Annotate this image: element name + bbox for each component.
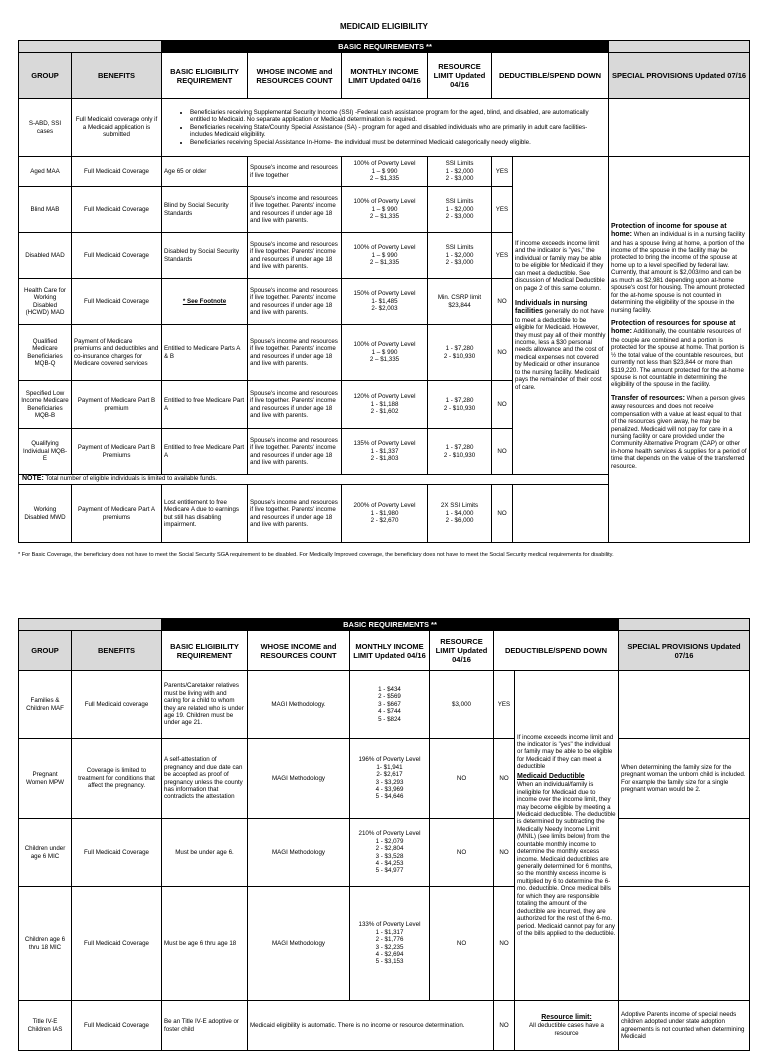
basic-eligibility-header: BASIC ELIGIBILITY REQUIREMENT	[162, 53, 248, 99]
resource-line: $23,844	[448, 301, 471, 309]
income-limit-cell	[342, 279, 428, 325]
income-line: 3 - $667	[378, 700, 401, 708]
benefits-cell: Full Medicaid Coverage	[72, 819, 162, 887]
special-provisions-cell	[619, 671, 750, 739]
deductible-indicator: NO	[492, 279, 513, 325]
group-cell: Disabled MAD	[19, 233, 72, 279]
resource-protection-text: Additionally, the countable resources of the couple are combined and a portion is protected for the spouse at home. That portion is ½ the total value of the countable resources, but currently not less than $23,844 or more than $119,220. The amount protected for the at-home spouse is not countable in determining the eligibility of the spouse in the facility.	[611, 328, 745, 389]
income-limit-cell	[342, 429, 428, 475]
resource-line: 1 - $7,280	[445, 444, 474, 452]
resource-limit-text: All deductible cases have a resource	[529, 1022, 604, 1037]
income-limit-cell	[342, 157, 428, 187]
group-cell: Health Care for Working Disabled (HCWD) MAD	[19, 279, 72, 325]
eligibility-table-1	[18, 40, 750, 543]
nursing-text: generally do not have to meet a deductible to be eligible for Medicaid. However, they must pay all of their monthly income, less a $30 personal needs allowance and the cost of medical expenses not covered by Medicaid or other insurance to the nursing facility. Medicaid pays the remainder of their cost of care.	[515, 308, 606, 391]
benefits-cell: Payment of Medicare Part B premium	[72, 381, 162, 429]
income-line: 1 - $2,079	[375, 837, 404, 845]
income-line: 4 - $4,253	[375, 859, 404, 867]
deductible-text-cell	[513, 157, 609, 475]
group-header: GROUP	[19, 631, 72, 671]
benefits-cell: Full Medicaid coverage only if a Medicaid application is submitted	[72, 99, 162, 157]
footnote: * For Basic Coverage, the beneficiary does not have to meet the Social Security SGA requirement to be disabled. For Medically Improved coverage, the beneficiary does not have to meet the Social Security medical requirements for disability.	[18, 552, 614, 558]
group-cell: Specified Low Income Medicare Beneficiaries MQB-B	[19, 381, 72, 429]
group-cell: Children age 6 thru 18 MIC	[19, 887, 72, 1001]
whose-income-cell: Spouse's income and resources if live together. Parents' income and resources if under age 18 and live with parents.	[248, 233, 342, 279]
resource-line: 2 - $10,930	[443, 451, 476, 459]
deductible-indicator: YES	[494, 671, 515, 739]
whose-income-cell: MAGI Methodology	[248, 819, 350, 887]
resource-line: 2 - $10,930	[443, 352, 476, 360]
eligibility-table-2	[18, 618, 750, 1051]
income-line: 2 - $569	[378, 693, 401, 701]
deductible-text: If income exceeds income limit and the indicator is "yes" the individual or family may be able to be eligible for Medicaid if they can meet a deductible	[517, 733, 614, 771]
resource-limit-cell	[428, 157, 492, 187]
resource-line: 1 - $7,280	[445, 345, 474, 353]
whose-income-cell: Spouse's income and resources if live together. Parents' income and resources if under age 18 and live with parents.	[248, 325, 342, 381]
deductible-indicator: YES	[492, 187, 513, 233]
deductible-indicator: NO	[492, 381, 513, 429]
income-protection-text: When an individual is in a nursing facility and has a spouse living at home, a portion of the income of the spouse in the facility may be protected to bring the income of the spouse at home up to a level specified by federal law. Currently, that amount is $2,003/mo and can be as much as $2,981 depending upon at-home spouse's cost for housing. The amount protected for the at-home spouse is not counted in determining the eligibility of the spouse in the nursing facility.	[611, 231, 745, 314]
resource-line: 2X SSI Limits	[440, 502, 479, 510]
list-item: • Beneficiaries receiving State/County Special Assistance (SA) - program for aged and disabled individuals who are primarily in adult care facilities- includes Medicaid eligibility.	[190, 124, 606, 139]
deductible-indicator: NO	[494, 887, 515, 1001]
resource-line: 2 - $10,930	[443, 404, 476, 412]
resource-limit-heading: Resource limit:	[541, 1013, 592, 1021]
benefits-cell: Full Medicaid Coverage	[72, 187, 162, 233]
whose-income-cell: MAGI Methodology	[248, 887, 350, 1001]
deductible-text: If income exceeds income limit and the indicator is "yes," the individual or family may be able to be eligible for Medicaid if they can meet a deductible. See discussion of Medical Deductible on page 2 of this same column.	[515, 239, 605, 292]
group-cell: Families & Children MAF	[19, 671, 72, 739]
income-line: 4 - $2,694	[375, 950, 404, 958]
benefits-cell: Payment of Medicare premiums and deductibles and co-insurance charges for Medicare covered services	[72, 325, 162, 381]
deductible-indicator: YES	[492, 233, 513, 279]
resource-limit-cell: NO	[430, 887, 494, 1001]
income-line: 133% of Poverty Level	[358, 921, 421, 929]
deductible-indicator: NO	[492, 325, 513, 381]
income-line: 1 – $ 990	[371, 251, 398, 259]
resource-line: SSI Limits	[445, 160, 474, 168]
income-line: 4 - $744	[378, 708, 401, 716]
transfer-heading: Transfer of resources:	[611, 394, 685, 402]
income-line: 2 - $1,803	[370, 455, 399, 463]
whose-income-cell: Spouse's income and resources if live together. Parents' income and resources if under age 18 and live with parents.	[248, 429, 342, 475]
income-line: 2 - $1,776	[375, 936, 404, 944]
medicaid-deductible-body: When an individual/family is ineligible for Medicaid due to income over the income limit, they may become eligible by meeting a Medicaid deductible. The deductible is determined by subtracting the Medically Needy Income Limit (MNIL) (see limits below) from the countable monthly income to determine the monthly excess income. Medicaid deductibles are generally determined for 6 months, so the monthly excess income is multiplied by 6 to determine the 6-mo. deductible. Once medical bills for which they are responsible totaling the amount of the deductible are incurred, they are authorized for the rest of the 6-mo. period. Medicaid cannot pay for any of the bills applied to the deductible.	[517, 781, 616, 937]
income-line: 210% of Poverty Level	[358, 830, 421, 838]
income-line: 2- $2,003	[371, 305, 398, 313]
income-limit-cell	[342, 187, 428, 233]
resource-limit-cell	[428, 485, 492, 543]
special-provisions-cell	[609, 157, 750, 543]
benefits-cell: Payment of Medicare Part B Premiums	[72, 429, 162, 475]
resource-line: Min. CSRP limit	[437, 294, 482, 302]
benefits-cell: Full Medicaid Coverage	[72, 233, 162, 279]
group-header: GROUP	[19, 53, 72, 99]
income-limit-cell	[342, 233, 428, 279]
resource-line: 1 - $2,000	[445, 251, 474, 259]
deductible-indicator: NO	[492, 485, 513, 543]
income-line: 3 - $3,528	[375, 852, 404, 860]
income-limit-cell	[350, 887, 430, 1001]
income-limit-cell	[350, 819, 430, 887]
income-line: 150% of Poverty Level	[353, 290, 416, 298]
basic-requirement-cell: Must be age 6 thru age 18	[162, 887, 248, 1001]
resource-limit-cell: $3,000	[430, 671, 494, 739]
income-line: 2 - $2,670	[370, 517, 399, 525]
resource-limit-cell: NO	[430, 739, 494, 819]
note-row	[19, 475, 609, 485]
whose-income-cell: Spouse's income and resources if live together. Parents' income and resources if under age 18 and live with parents.	[248, 485, 342, 543]
deductible-blank	[513, 485, 609, 543]
group-cell: Qualified Medicare Beneficiaries MQB-Q	[19, 325, 72, 381]
benefits-cell: Full Medicaid Coverage	[72, 887, 162, 1001]
ssi-bullets	[162, 99, 609, 157]
benefits-header: BENEFITS	[72, 53, 162, 99]
group-cell: S-ABD, SSI cases	[19, 99, 72, 157]
income-line: 100% of Poverty Level	[353, 341, 416, 349]
income-line: 100% of Poverty Level	[353, 198, 416, 206]
header-blank-right	[609, 41, 750, 53]
resource-limit-header: RESOURCE LIMIT Updated 04/16	[428, 53, 492, 99]
basic-requirement-cell: Entitled to free Medicare Part A	[162, 381, 248, 429]
medicaid-deductible-heading: Medicaid Deductible	[517, 772, 585, 780]
special-provisions-header: SPECIAL PROVISIONS Updated 07/16	[619, 631, 750, 671]
resource-limit-cell	[428, 233, 492, 279]
income-line: 3 - $2,235	[375, 943, 404, 951]
basic-requirement-cell: A self-attestation of pregnancy and due date can be accepted as proof of pregnancy unless the county has information that contradicts the attestation	[162, 739, 248, 819]
special-provisions-cell	[619, 819, 750, 887]
resource-line: SSI Limits	[445, 244, 474, 252]
resource-limit-cell: NO	[430, 819, 494, 887]
income-limit-cell	[342, 485, 428, 543]
special-provisions-cell	[619, 887, 750, 1001]
group-cell: Working Disabled MWD	[19, 485, 72, 543]
income-line: 5 - $4,646	[375, 793, 404, 801]
resource-line: 1 - $4,000	[445, 509, 474, 517]
whose-income-cell: Spouse's income and resources if live together. Parents' income and resources if under age 18 and live with parents.	[248, 187, 342, 233]
income-protection-heading: Protection of income for spouse at home:	[611, 222, 727, 239]
note-label: NOTE:	[22, 475, 44, 483]
income-limit-cell	[342, 325, 428, 381]
special-provisions-cell: Adoptive Parents income of special needs children adopted under state adoption agreements is not counted when determining Medicaid	[619, 1001, 750, 1051]
income-line: 1- $1,941	[376, 763, 403, 771]
basic-requirements-header: BASIC REQUIREMENTS **	[162, 619, 619, 631]
special-blank	[609, 99, 750, 157]
income-line: 100% of Poverty Level	[353, 160, 416, 168]
income-line: 1 - $434	[378, 685, 401, 693]
income-line: 100% of Poverty Level	[353, 244, 416, 252]
resource-limit-cell	[428, 187, 492, 233]
benefits-header: BENEFITS	[72, 631, 162, 671]
income-line: 1 – $ 990	[371, 167, 398, 175]
deductible-indicator: YES	[492, 157, 513, 187]
group-cell: Qualifying Individual MQB-E	[19, 429, 72, 475]
income-line: 2 – $1,335	[369, 213, 400, 221]
income-line: 2 - $1,602	[370, 408, 399, 416]
whose-income-cell: Spouse's income and resources if live together. Parents' income and resources if under age 18 and live with parents.	[248, 381, 342, 429]
benefits-cell: Full Medicaid Coverage	[72, 279, 162, 325]
resource-line: SSI Limits	[445, 198, 474, 206]
page-title: MEDICAID ELIGIBILITY	[340, 22, 428, 31]
income-line: 200% of Poverty Level	[353, 502, 416, 510]
whose-income-cell: Medicaid eligibility is automatic. There is no income or resource determination.	[248, 1001, 494, 1051]
special-provisions-cell: When determining the family size for the pregnant woman the unborn child is included. For example the family size for a single pregnant woman would be 2.	[619, 739, 750, 819]
resource-limit-header: RESOURCE LIMIT Updated 04/16	[430, 631, 494, 671]
income-limit-cell	[342, 381, 428, 429]
income-line: 2 – $1,335	[369, 175, 400, 183]
group-cell: Pregnant Women MPW	[19, 739, 72, 819]
note-text: Total number of eligible individuals is limited to available funds.	[43, 475, 218, 483]
monthly-income-header: MONTHLY INCOME LIMIT Updated 04/16	[342, 53, 428, 99]
basic-requirement-cell: Disabled by Social Security Standards	[162, 233, 248, 279]
deductible-indicator: NO	[494, 1001, 515, 1051]
list-item: • Beneficiaries receiving Special Assistance In-Home- the individual must be determined Medicaid categorically needy eligible.	[190, 139, 606, 146]
nursing-heading: Individuals in nursing facilities	[515, 299, 588, 316]
income-line: 1 - $1,188	[370, 400, 399, 408]
resource-limit-cell	[428, 429, 492, 475]
deductible-indicator: NO	[494, 819, 515, 887]
basic-requirement-cell: Blind by Social Security Standards	[162, 187, 248, 233]
benefits-cell: Full Medicaid coverage	[72, 671, 162, 739]
deductible-header: DEDUCTIBLE/SPEND DOWN	[492, 53, 609, 99]
income-line: 1 - $1,317	[375, 928, 404, 936]
deductible-text-cell	[515, 671, 619, 1001]
basic-requirement-cell: Be an Title IV-E adoptive or foster child	[162, 1001, 248, 1051]
basic-requirement-cell: Age 65 or older	[162, 157, 248, 187]
header-blank-right	[619, 619, 750, 631]
income-line: 2 - $2,804	[375, 845, 404, 853]
resource-line: 2 - $6,000	[445, 517, 474, 525]
resource-line: 1 - $2,000	[445, 205, 474, 213]
group-cell: Children under age 6 MIC	[19, 819, 72, 887]
whose-income-cell: Spouse's income and resources if live together	[248, 157, 342, 187]
basic-requirement-cell: Lost entitlement to free Medicare A due to earnings but still has disabling impairment.	[162, 485, 248, 543]
basic-requirements-header: BASIC REQUIREMENTS **	[162, 41, 609, 53]
whose-income-cell: MAGI Methodology.	[248, 671, 350, 739]
list-item: • Beneficiaries receiving Supplemental Security Income (SSI) -Federal cash assistance program for the aged, blind, and disabled, are automatically entitled to Medicaid. No separate application or Medicaid determination is required.	[190, 109, 606, 124]
income-line: 135% of Poverty Level	[353, 440, 416, 448]
resource-limit-note	[515, 1001, 619, 1051]
basic-requirement-cell: Entitled to free Medicare Part A	[162, 429, 248, 475]
header-blank	[19, 41, 162, 53]
income-line: 4 - $3,969	[375, 785, 404, 793]
benefits-cell: Coverage is limited to treatment for conditions that affect the pregnancy.	[72, 739, 162, 819]
resource-limit-cell	[428, 325, 492, 381]
income-line: 2- $2,617	[376, 771, 403, 779]
whose-income-header: WHOSE INCOME and RESOURCES COUNT	[248, 631, 350, 671]
income-line: 1 - $1,980	[370, 509, 399, 517]
basic-requirement-cell: Must be under age 6.	[162, 819, 248, 887]
group-cell: Aged MAA	[19, 157, 72, 187]
special-provisions-header: SPECIAL PROVISIONS Updated 07/16	[609, 53, 750, 99]
income-line: 5 - $824	[378, 715, 401, 723]
basic-requirement-cell: Parents/Caretaker relatives must be living with and caring for a child to whom they are related who is under age 19. Children must be under age 21.	[162, 671, 248, 739]
transfer-text: When a person gives away resources and does not receive compensation with a value at least equal to that of the resources given away, he may be penalized. Medicaid will not pay for care in a nursing facility or care provided under the Community Alternative Program (CAP) or other in-home health services & supplies for a period of time that depends on the value of the transferred resource.	[611, 394, 747, 470]
income-line: 1 – $ 990	[371, 348, 398, 356]
income-limit-cell	[350, 671, 430, 739]
resource-limit-cell	[428, 279, 492, 325]
income-line: 1- $1,485	[371, 297, 398, 305]
deductible-header: DEDUCTIBLE/SPEND DOWN	[494, 631, 619, 671]
group-cell: Title IV-E Children IAS	[19, 1001, 72, 1051]
deductible-indicator: NO	[492, 429, 513, 475]
income-line: 2 – $1,335	[369, 259, 400, 267]
monthly-income-header: MONTHLY INCOME LIMIT Updated 04/16	[350, 631, 430, 671]
header-blank	[19, 619, 162, 631]
benefits-cell: Full Medicaid Coverage	[72, 157, 162, 187]
deductible-indicator: NO	[494, 739, 515, 819]
whose-income-cell: Spouse's income and resources if live together. Parents' income and resources if under age 18 and live with parents.	[248, 279, 342, 325]
footnote-reference[interactable]: * See Footnote	[162, 279, 248, 325]
resource-line: 1 - $2,000	[445, 167, 474, 175]
resource-line: 2 - $3,000	[445, 175, 474, 183]
benefits-cell: Full Medicaid Coverage	[72, 1001, 162, 1051]
whose-income-header: WHOSE INCOME and RESOURCES COUNT	[248, 53, 342, 99]
resource-line: 1 - $7,280	[445, 397, 474, 405]
income-line: 5 - $4,977	[375, 867, 404, 875]
income-line: 3 - $3,293	[375, 778, 404, 786]
resource-protection-heading: Protection of resources for spouse at home:	[611, 319, 736, 336]
benefits-cell: Payment of Medicare Part A premiums	[72, 485, 162, 543]
resource-limit-cell	[428, 381, 492, 429]
basic-requirement-cell: Entitled to Medicare Parts A & B	[162, 325, 248, 381]
resource-line: 2 - $3,000	[445, 213, 474, 221]
income-line: 196% of Poverty Level	[358, 756, 421, 764]
group-cell: Blind MAB	[19, 187, 72, 233]
whose-income-cell: MAGI Methodology	[248, 739, 350, 819]
income-line: 2 – $1,335	[369, 356, 400, 364]
resource-line: 2 - $3,000	[445, 259, 474, 267]
income-line: 1 – $ 990	[371, 205, 398, 213]
income-line: 5 - $3,153	[375, 958, 404, 966]
income-line: 120% of Poverty Level	[353, 393, 416, 401]
income-line: 1 - $1,337	[370, 447, 399, 455]
income-limit-cell	[350, 739, 430, 819]
basic-eligibility-header: BASIC ELIGIBILITY REQUIREMENT	[162, 631, 248, 671]
